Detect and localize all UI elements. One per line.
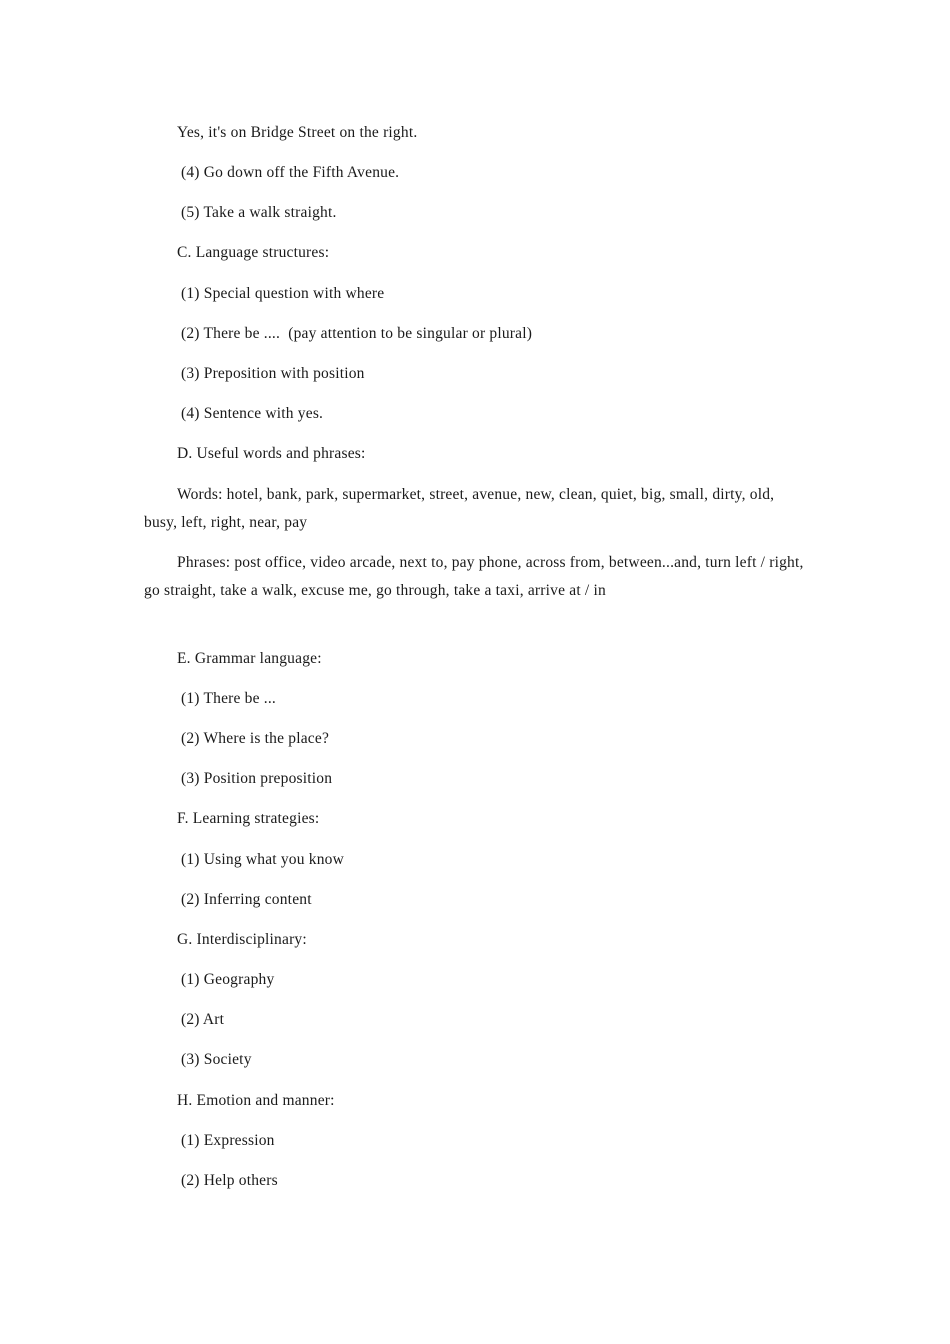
list-item: (1) Expression xyxy=(181,1132,275,1149)
list-item: (1) Special question with where xyxy=(181,285,385,302)
list-item: (2) Art xyxy=(181,1011,225,1028)
words-paragraph: Words: hotel, bank, park, supermarket, street, avenue, new, clean, quiet, big, small, dirty, old, busy, left, right, near, pay xyxy=(144,486,775,531)
list-item: (1) Using what you know xyxy=(181,851,345,868)
section-heading-g: G. Interdisciplinary: xyxy=(177,931,307,948)
section-heading-f: F. Learning strategies: xyxy=(177,810,320,827)
list-item: (3) Society xyxy=(181,1051,252,1068)
list-item: (3) Preposition with position xyxy=(181,365,365,382)
list-item: (2) Help others xyxy=(181,1172,278,1189)
list-item: (1) There be ... xyxy=(181,690,277,707)
list-item: (4) Go down off the Fifth Avenue. xyxy=(181,164,400,181)
list-item: (2) There be .... (pay attention to be singular or plural) xyxy=(181,325,533,342)
text-line-answer: Yes, it's on Bridge Street on the right. xyxy=(177,124,418,141)
section-heading-h: H. Emotion and manner: xyxy=(177,1092,335,1109)
section-heading-e: E. Grammar language: xyxy=(177,650,322,667)
section-heading-d: D. Useful words and phrases: xyxy=(177,445,366,462)
list-item: (5) Take a walk straight. xyxy=(181,204,337,221)
section-heading-c: C. Language structures: xyxy=(177,244,330,261)
list-item: (4) Sentence with yes. xyxy=(181,405,324,422)
list-item: (2) Where is the place? xyxy=(181,730,330,747)
list-item: (1) Geography xyxy=(181,971,275,988)
phrases-paragraph: Phrases: post office, video arcade, next to, pay phone, across from, between...and, turn left / right, go straight, take a walk, excuse me, go through, take a taxi, arrive at / in xyxy=(144,554,804,599)
list-item: (3) Position preposition xyxy=(181,770,333,787)
list-item: (2) Inferring content xyxy=(181,891,312,908)
